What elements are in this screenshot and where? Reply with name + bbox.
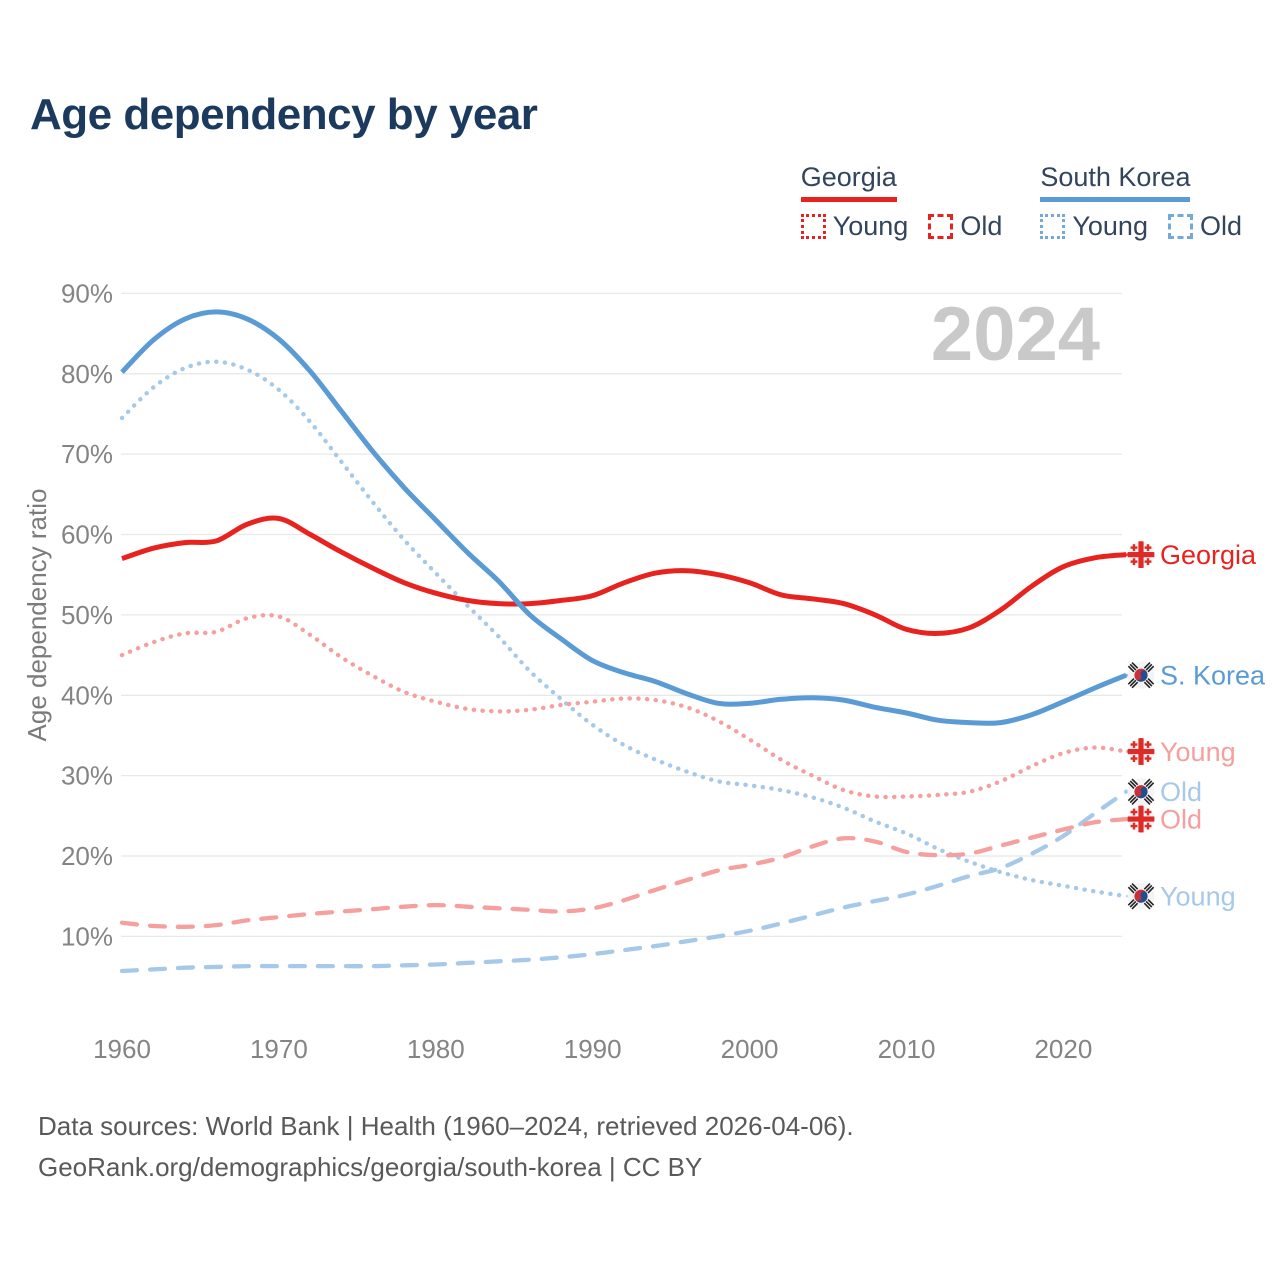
legend-korea-old-label: Old [1199,211,1242,241]
y-axis-title: Age dependency ratio [22,488,52,742]
y-tick-label: 40% [60,680,113,711]
legend [801,162,1242,242]
watermark-year: 2024 [930,292,1100,377]
x-tick-label: 1990 [563,1034,622,1064]
south-korea-flag-icon [1128,778,1155,805]
x-tick-label: 1970 [249,1034,308,1064]
x-tick-label: 1980 [406,1034,465,1064]
legend-group-georgia [801,162,1003,242]
dashed-red-swatch-icon [928,214,953,239]
legend-georgia-title: Georgia [801,162,897,202]
footer-url-line: GeoRank.org/demographics/georgia/south-korea | CC BY [38,1152,703,1182]
series-end-label: Georgia [1160,540,1257,571]
y-tick-label: 50% [60,599,113,630]
y-tick-label: 70% [60,439,113,470]
south-korea-flag-icon [1128,662,1155,689]
series-end-label: Old [1160,777,1203,808]
legend-georgia-old [928,211,1002,242]
y-tick-label: 90% [60,278,113,309]
georgia-flag-icon [1128,738,1155,765]
series-line-georgia-young [122,615,1126,797]
dashed-blue-swatch-icon [1168,214,1193,239]
south-korea-flag-icon [1128,883,1155,910]
legend-korea-young [1040,211,1148,242]
series-end-label: S. Korea [1160,660,1266,691]
dotted-red-swatch-icon [801,214,826,239]
legend-georgia-young-label: Young [832,211,909,241]
x-tick-label: 2020 [1034,1034,1093,1064]
series-end-label: Old [1160,804,1203,835]
y-tick-label: 10% [60,921,113,952]
legend-georgia-young [801,211,909,242]
georgia-flag-icon [1128,541,1155,568]
footer [38,1106,854,1188]
dotted-blue-swatch-icon [1040,214,1065,239]
series-line-south-korea-young [122,362,1126,897]
y-tick-label: 60% [60,519,113,550]
series-line-georgia-old [122,819,1126,927]
legend-south-korea-title: South Korea [1040,162,1190,202]
legend-korea-young-label: Young [1072,211,1148,241]
y-tick-label: 30% [60,760,113,791]
series-end-label: Young [1160,737,1236,767]
series-line-south-korea-old [122,792,1126,971]
x-tick-label: 1960 [93,1034,151,1064]
x-tick-label: 2010 [877,1034,936,1064]
legend-georgia-old-label: Old [960,211,1003,241]
georgia-flag-icon [1128,806,1155,833]
legend-korea-old [1168,211,1242,242]
x-tick-label: 2000 [720,1034,779,1064]
page-title: Age dependency by year [30,90,538,139]
y-tick-label: 80% [60,358,113,389]
footer-sources-line: Data sources: World Bank | Health (1960–2024, retrieved 2026-04-06). [38,1111,854,1141]
series-end-label: Young [1160,881,1236,912]
legend-group-south-korea [1040,162,1242,242]
y-tick-label: 20% [60,841,113,871]
